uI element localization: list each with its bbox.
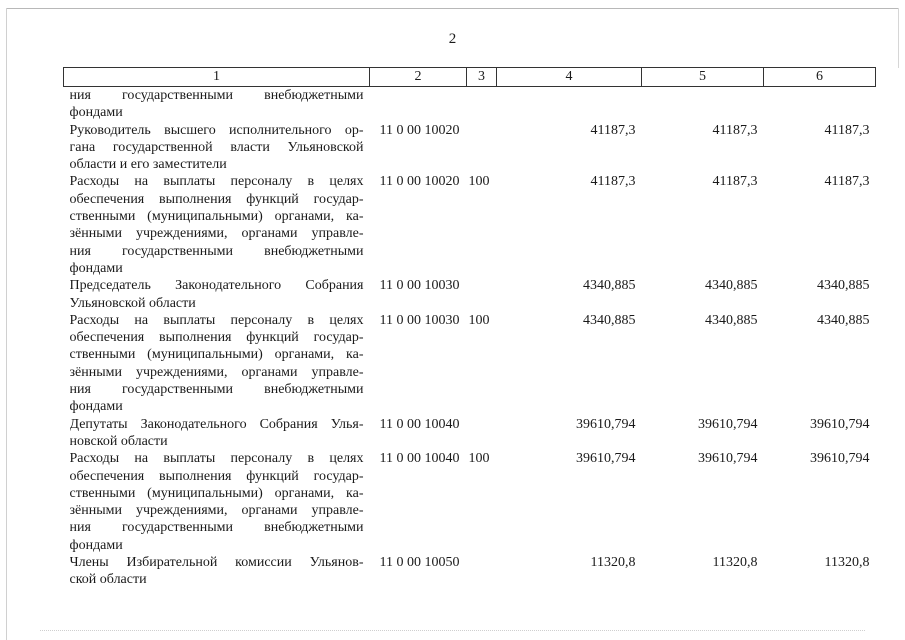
- row-value-col5: 4340,885: [705, 312, 758, 328]
- row-value-col5: 41187,3: [712, 122, 758, 138]
- row-csr-cell: 11 0 00 10050: [379, 555, 460, 571]
- row-value-col5: 39610,794: [698, 416, 758, 432]
- row-name-line: гана государственной власти Ульяновской: [69, 139, 364, 155]
- row-name-cell: [64, 450, 370, 554]
- row-value-col4: [497, 87, 642, 122]
- table-row: [64, 312, 876, 416]
- row-name-line: фондами: [69, 105, 123, 121]
- row-value-col4: 41187,3: [590, 122, 636, 138]
- row-value-col6: 4340,885: [817, 312, 870, 328]
- row-value-col5: [642, 87, 764, 122]
- row-name-line: Члены Избирательной комиссии Ульянов-: [69, 555, 364, 571]
- table-row: [64, 554, 876, 589]
- row-value-col6: 39610,794: [810, 451, 870, 467]
- row-name-line: обеспечения выполнения функций государ-: [69, 468, 364, 484]
- row-csr-cell: 11 0 00 10030: [379, 312, 460, 328]
- table-row: [64, 173, 876, 277]
- header-col-1: 1: [64, 68, 370, 87]
- row-name-line: обеспечения выполнения функций государ-: [69, 330, 364, 346]
- row-name-line: ственными (муниципальными) органами, ка-: [69, 209, 364, 225]
- row-value-col4: 4340,885: [583, 278, 636, 294]
- table-row: [64, 87, 876, 122]
- scan-edge-top: [6, 8, 899, 9]
- row-csr-cell: 11 0 00 10030: [379, 278, 460, 294]
- row-name-line: ской области: [69, 572, 147, 588]
- row-value-col5: 39610,794: [698, 451, 758, 467]
- row-name-cell: [64, 277, 370, 312]
- row-vr-cell: 100: [468, 312, 490, 328]
- row-name-line: Председатель Законодательного Собрания: [69, 278, 364, 294]
- row-name-cell: [64, 173, 370, 277]
- row-name-cell: [64, 122, 370, 174]
- header-col-3: 3: [467, 68, 497, 87]
- row-name-line: Ульяновской области: [69, 295, 196, 311]
- table-body: [64, 87, 876, 589]
- table-row: [64, 122, 876, 174]
- row-name-line: ния государственными внебюджетными: [69, 88, 364, 103]
- row-value-col6: 11320,8: [824, 555, 870, 571]
- row-name-line: области и его заместители: [69, 157, 227, 173]
- row-name-cell: [64, 312, 370, 416]
- row-name-line: ния государственными внебюджетными: [69, 243, 364, 259]
- row-value-col4: 4340,885: [583, 312, 636, 328]
- header-col-5: 5: [642, 68, 764, 87]
- row-name-line: Расходы на выплаты персоналу в целях: [69, 312, 364, 328]
- row-value-col6: 41187,3: [824, 122, 870, 138]
- row-name-cell: [64, 416, 370, 451]
- row-name-cell: [64, 87, 370, 122]
- row-name-line: обеспечения выполнения функций государ-: [69, 191, 364, 207]
- row-csr-cell: 11 0 00 10040: [379, 416, 460, 432]
- row-name-line: зёнными учреждениями, органами управле-: [69, 364, 364, 380]
- row-csr-cell: 11 0 00 10020: [379, 174, 460, 190]
- row-name-line: ния государственными внебюджетными: [69, 382, 364, 398]
- scan-edge-left: [6, 8, 7, 640]
- row-vr-cell: 100: [468, 451, 490, 467]
- table-row: [64, 277, 876, 312]
- row-vr-cell: 100: [468, 174, 490, 190]
- header-col-4: 4: [497, 68, 642, 87]
- table-row: [64, 450, 876, 554]
- row-value-col6: [764, 87, 876, 122]
- row-name-line: ния государственными внебюджетными: [69, 520, 364, 536]
- header-col-2: 2: [370, 68, 467, 87]
- row-value-col6: 39610,794: [810, 416, 870, 432]
- row-name-line: фондами: [69, 537, 123, 553]
- row-name-line: Расходы на выплаты персоналу в целях: [69, 451, 364, 467]
- row-csr-cell: 11 0 00 10020: [379, 122, 460, 138]
- budget-table: [63, 67, 876, 589]
- row-vr-cell: [467, 277, 497, 312]
- row-name-line: Депутаты Законодательного Собрания Улья-: [69, 416, 364, 432]
- row-value-col5: 4340,885: [705, 278, 758, 294]
- row-name-line: Расходы на выплаты персоналу в целях: [69, 174, 364, 190]
- table-header: [64, 68, 876, 87]
- scan-bottom-specks: [40, 630, 865, 631]
- row-name-line: фондами: [69, 260, 123, 276]
- row-vr-cell: [467, 87, 497, 122]
- row-value-col4: 11320,8: [590, 555, 636, 571]
- row-vr-cell: [467, 416, 497, 451]
- row-value-col4: 39610,794: [576, 451, 636, 467]
- row-name-line: новской области: [69, 433, 168, 449]
- page-number: 2: [448, 31, 457, 47]
- row-vr-cell: [467, 554, 497, 589]
- row-value-col5: 41187,3: [712, 174, 758, 190]
- row-name-line: фондами: [69, 399, 123, 415]
- row-name-line: ственными (муниципальными) органами, ка-: [69, 485, 364, 501]
- row-value-col5: 11320,8: [712, 555, 758, 571]
- row-csr-cell: [370, 87, 467, 122]
- row-name-line: Руководитель высшего исполнительного ор-: [69, 122, 364, 138]
- header-row: [64, 68, 876, 87]
- row-name-line: зёнными учреждениями, органами управле-: [69, 226, 364, 242]
- header-col-6: 6: [764, 68, 876, 87]
- row-value-col4: 41187,3: [590, 174, 636, 190]
- row-vr-cell: [467, 122, 497, 174]
- row-value-col6: 4340,885: [817, 278, 870, 294]
- table-row: [64, 416, 876, 451]
- row-csr-cell: 11 0 00 10040: [379, 451, 460, 467]
- row-name-line: зёнными учреждениями, органами управле-: [69, 503, 364, 519]
- row-name-cell: [64, 554, 370, 589]
- row-value-col4: 39610,794: [576, 416, 636, 432]
- row-value-col6: 41187,3: [824, 174, 870, 190]
- row-name-line: ственными (муниципальными) органами, ка-: [69, 347, 364, 363]
